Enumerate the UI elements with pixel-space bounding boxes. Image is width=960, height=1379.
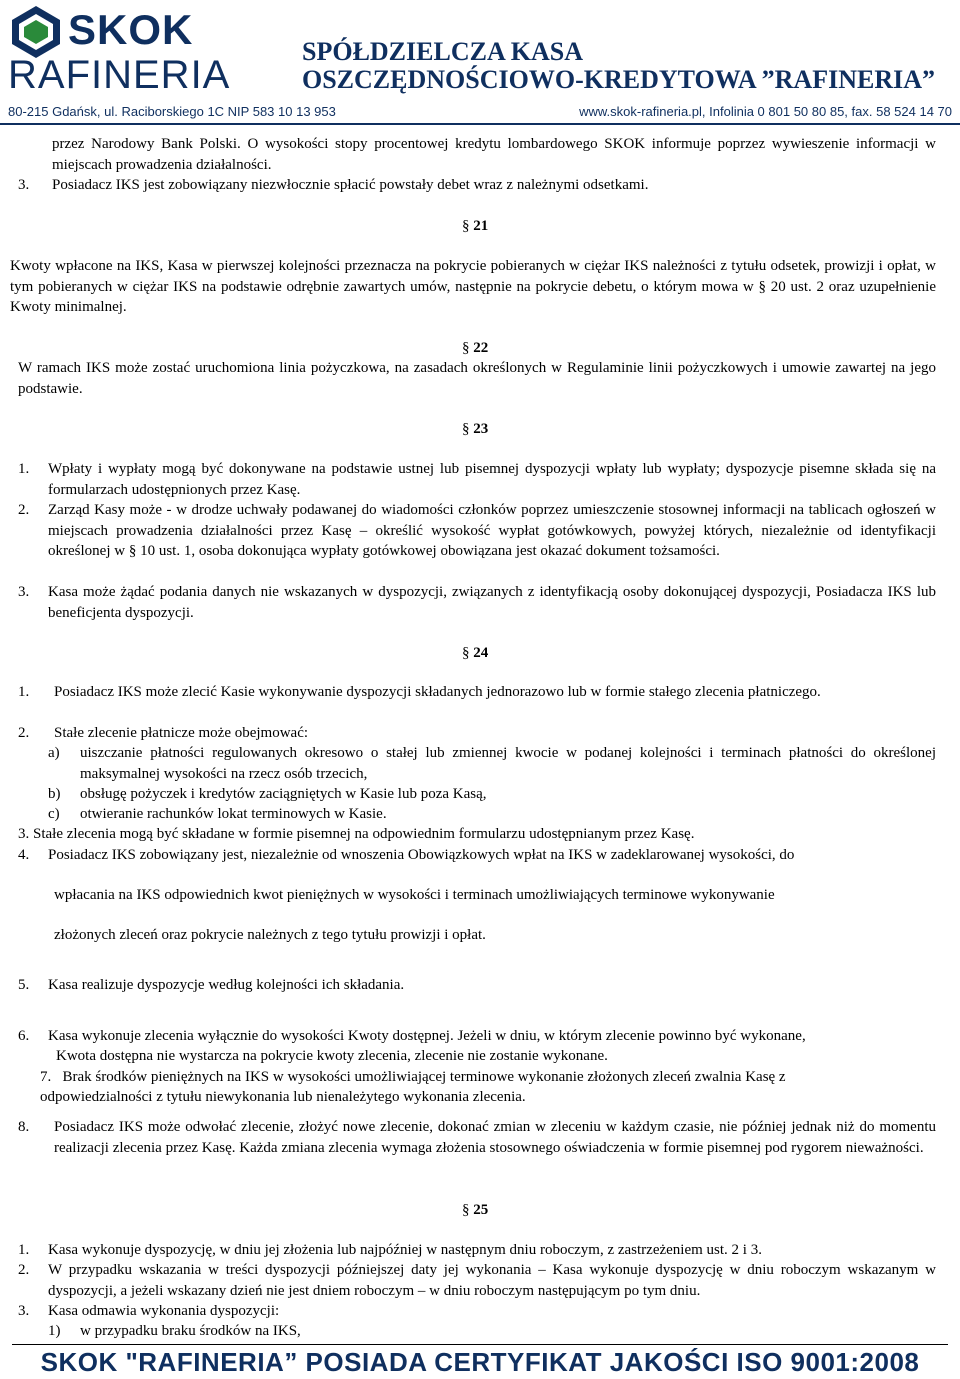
- item-number: 2.: [18, 725, 30, 741]
- section-21-heading: [462, 216, 488, 237]
- page-header: [0, 0, 960, 122]
- section-25-item-3: Kasa odmawia wykonania dyspozycji:: [48, 1303, 280, 1319]
- section-25-heading: [462, 1200, 488, 1221]
- subitem-letter: b): [48, 786, 61, 802]
- item-number: 5.: [18, 977, 30, 993]
- contact-text: www.skok-rafineria.pl, Infolinia 0 801 50 80 85, fax. 58 524 14 70: [579, 104, 952, 119]
- section-24-item-2: Stałe zlecenie płatnicze może obejmować:: [54, 725, 309, 741]
- section-mark-icon: §: [462, 218, 470, 234]
- section-24-item-7-line2: odpowiedzialności z tytułu niewykonania lub nienależytego wykonania zlecenia.: [40, 1089, 526, 1105]
- section-number: 24: [473, 645, 489, 661]
- section-24-item-4-line3: złożonych zleceń oraz pokrycie należnych z tego tytułu prowizji i opłat.: [54, 927, 486, 943]
- section-24-item-7-line1: 7. Brak środków pieniężnych na IKS w wysokości umożliwiającej terminowe wykonanie złożonych zleceń zwalnia Kasę z: [40, 1069, 786, 1085]
- logo-word-skok: SKOK: [68, 6, 194, 53]
- section-21-text: Kwoty wpłacone na IKS, Kasa w pierwszej kolejności przeznacza na pokrycie pobieranych w ciężar IKS należności z tytułu odsetek, prowizji i opłat, w tym pobieranych w ciężar IKS na podstawie odrębnie zawartych umów, następnie na pokrycie debetu, o którym mowa w § 20 ust. 2 oraz uzupełnienie Kwoty minimalnej.: [10, 258, 936, 315]
- section-number: 25: [473, 1202, 489, 1218]
- item-number: 3.: [18, 177, 30, 193]
- section-24-item-1: Posiadacz IKS może zlecić Kasie wykonywanie dyspozycji składanych jednorazowo lub w formie stałego zlecenia płatniczego.: [54, 684, 821, 700]
- header-divider: [0, 123, 960, 125]
- section-mark-icon: §: [462, 340, 470, 356]
- paragraph-item-3: Posiadacz IKS jest zobowiązany niezwłocznie spłacić powstały debet wraz z należnymi odsetkami.: [52, 177, 649, 193]
- address-text: 80-215 Gdańsk, ul. Raciborskiego 1C NIP 583 10 13 953: [8, 104, 336, 119]
- item-number: 3.: [18, 1303, 30, 1319]
- bank-name: [302, 38, 935, 94]
- section-24-item-2c: otwieranie rachunków lokat terminowych w Kasie.: [80, 806, 387, 822]
- section-24-item-2b: obsługę pożyczek i kredytów zaciągniętych w Kasie lub poza Kasą,: [80, 786, 487, 802]
- section-23-item-2: Zarząd Kasy może - w drodze uchwały podawanej do wiadomości członków poprzez umieszczenie stosownej informacji na tablicach ogłoszeń w miejscach prowadzenia działalności przez Kasę – określić wysokość wypłat gotówkowych, powyżej których, niezależnie od identyfikacji określonej w § 10 ust. 1, osoba dokonująca wypłaty gotówkowej obowiązana jest okazać dokument tożsamości.: [48, 502, 936, 559]
- item-number: 8.: [18, 1119, 30, 1135]
- section-23-heading: [462, 419, 488, 440]
- section-mark-icon: §: [462, 645, 470, 661]
- section-number: 21: [473, 218, 489, 234]
- section-24-item-8: Posiadacz IKS może odwołać zlecenie, złożyć nowe zlecenie, dokonać zmian w zleceniu w każdym czasie, nie później jednak niż do momentu realizacji zlecenia przez Kasę. Każda zmiana zlecenia wymaga złożenia stosownego oświadczenia w formie pisemnej pod rygorem nieważności.: [54, 1119, 936, 1156]
- item-number: 2.: [18, 1262, 30, 1278]
- footer-divider: [12, 1344, 948, 1345]
- section-24-heading: [462, 643, 488, 664]
- skok-logo: [6, 4, 231, 97]
- logo-word-rafineria: RAFINERIA: [8, 53, 231, 97]
- section-25-item-1: Kasa wykonuje dyspozycję, w dniu jej złożenia lub najpóźniej w następnym dniu roboczym, z zastrzeżeniem ust. 2 i 3.: [48, 1242, 762, 1258]
- section-23-item-3: Kasa może żądać podania danych nie wskazanych w dyspozycji, związanych z identyfikacją osoby dokonującej dyspozycji, Posiadacza IKS lub beneficjenta dyspozycji.: [48, 584, 936, 621]
- skok-emblem-icon: [8, 4, 64, 60]
- contact-bar: [0, 102, 960, 120]
- section-mark-icon: §: [462, 421, 470, 437]
- section-mark-icon: §: [462, 1202, 470, 1218]
- item-number: 2.: [18, 502, 30, 518]
- item-number: 1.: [18, 461, 30, 477]
- section-24-item-6-line2: Kwota dostępna nie wystarcza na pokrycie kwoty zlecenia, zlecenie nie zostanie wykonane.: [56, 1048, 608, 1064]
- section-number: 22: [473, 340, 489, 356]
- bank-name-line2: OSZCZĘDNOŚCIOWO-KREDYTOWA ”RAFINERIA”: [302, 65, 936, 94]
- section-23-item-1: Wpłaty i wypłaty mogą być dokonywane na podstawie ustnej lub pisemnej dyspozycji wpłaty lub wypłaty; dyspozycje pisemne składa się na formularzach udostępnionych przez Kasę.: [48, 461, 936, 498]
- item-number: 4.: [18, 847, 30, 863]
- section-22-heading: [462, 338, 488, 359]
- section-24-item-6-line1: Kasa wykonuje zlecenia wyłącznie do wysokości Kwoty dostępnej. Jeżeli w dniu, w którym zlecenie powinno być wykonane,: [48, 1028, 806, 1044]
- section-24-item-2a: uiszczanie płatności regulowanych okresowo o stałej lub zmiennej kwocie w podanej kolejności i terminach płatności do określonej maksymalnej wysokości na rzecz osób trzecich,: [80, 745, 936, 782]
- item-number: 1.: [18, 1242, 30, 1258]
- bank-name-line1: SPÓŁDZIELCZA KASA: [302, 37, 584, 66]
- section-22-text: W ramach IKS może zostać uruchomiona linia pożyczkowa, na zasadach określonych w Regulaminie linii pożyczkowych i umowie zawartej na jego podstawie.: [18, 360, 936, 397]
- section-24-item-4-line2: wpłacania na IKS odpowiednich kwot pieniężnych w wysokości i terminach umożliwiających terminowe wykonywanie: [54, 887, 775, 903]
- section-25-item-2: W przypadku wskazania w treści dyspozycji późniejszej daty jej wykonania – Kasa wykonuje dyspozycję w dniu roboczym wskazanym w dyspozycji, a jeżeli wskazany dzień nie jest dniem roboczym – w dniu roboczym następującym po tym dniu.: [48, 1262, 936, 1299]
- footer-certificate: SKOK "RAFINERIA” POSIADA CERTYFIKAT JAKOŚCI ISO 9001:2008: [40, 1347, 920, 1377]
- section-24-item-5: Kasa realizuje dyspozycje według kolejności ich składania.: [48, 977, 405, 993]
- subitem-letter: c): [48, 806, 60, 822]
- item-number: 3.: [18, 584, 30, 600]
- section-24-item-4-line1: Posiadacz IKS zobowiązany jest, niezależnie od wnoszenia Obowiązkowych wpłat na IKS w zadeklarowanej wysokości, do: [48, 847, 795, 863]
- subitem-letter: a): [48, 745, 60, 761]
- paragraph-intro: przez Narodowy Bank Polski. O wysokości stopy procentowej kredytu lombardowego SKOK informuje poprzez wywieszenie informacji w miejscach prowadzenia działalności.: [52, 136, 936, 173]
- section-24-item-3: 3. Stałe zlecenia mogą być składane w formie pisemnej na odpowiednim formularzu udostępnianym przez Kasę.: [18, 826, 695, 842]
- section-25-item-3-1: w przypadku braku środków na IKS,: [80, 1323, 301, 1339]
- item-number: 6.: [18, 1028, 30, 1044]
- subitem-number: 1): [48, 1323, 61, 1339]
- section-number: 23: [473, 421, 489, 437]
- item-number: 1.: [18, 684, 30, 700]
